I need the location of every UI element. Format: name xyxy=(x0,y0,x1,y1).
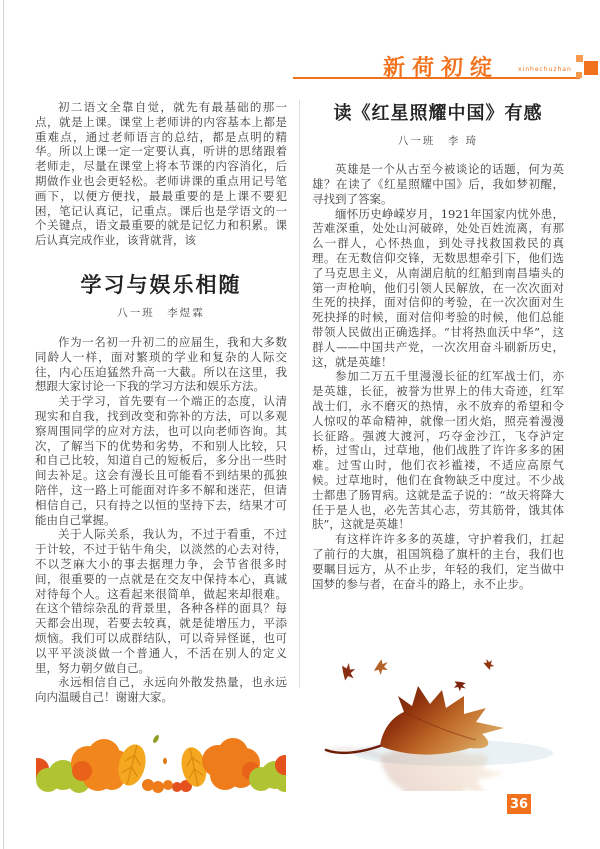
right-column xyxy=(312,93,564,591)
masthead-title: 新荷初绽 xyxy=(383,56,500,81)
body-paragraph: 英雄是一个从古至今被谈论的话题，何为英雄？在读了《红星照耀中国》后，我如梦初醒，寻找到了答案。 xyxy=(312,162,564,206)
page-number-badge: 36 xyxy=(507,794,531,814)
body-paragraph: 有这样许许多多的英雄，守护着我们，扛起了前行的大旗，祖国筑稳了旗杆的主台，我们也要瞩目远方，从不止步，年轻的我们，定当做中国梦的参与者，在奋斗的路上，永不止步。 xyxy=(312,532,564,591)
pixel-logo-square xyxy=(584,61,598,75)
autumn-bushes-svg xyxy=(36,725,286,793)
body-paragraph: 关于人际关系，我认为，不过于看重，不过于计较，不过于钻牛角尖，以淡然的心去对待，不以芝麻大小的事去据理力争，会节省很多时间，很重要的一点就是在交友中保持本心，真诚对待每个人。这看起来很简单，做起来却很难。在这个错综杂乱的背景里，各种各样的面具？每天都会出现，若要去较真，就是徒增压力，平添烦恼。我们可以成群结队，可以奇异怪诞，也可以平平淡淡做一个普通人，不活在别人的定义里，努力朝夕做自己。 xyxy=(35,527,287,675)
article-byline: 八一班 李 琦 xyxy=(397,134,479,147)
pixel-logo-square xyxy=(576,55,583,62)
article-title-red-star: 读《红星照耀中国》有感 xyxy=(333,103,543,124)
pixel-logo-icon xyxy=(575,55,600,79)
page-edge-line xyxy=(3,0,4,849)
article-title-learning: 学习与娱乐相随 xyxy=(80,271,242,297)
article-byline: 八一班 李煜霖 xyxy=(117,307,205,320)
body-paragraph: 永远相信自己，永远向外散发热量，也永远向内温暖自己！谢谢大家。 xyxy=(35,675,287,705)
masthead-subtitle: xinhechuzhan xyxy=(518,66,572,73)
maple-leaf-illustration xyxy=(318,656,578,795)
left-column xyxy=(35,100,287,797)
maple-leaf-svg xyxy=(318,656,578,791)
body-paragraph: 参加二万五千里漫漫长征的红军战士们，亦是英雄，长征，被誉为世界上的伟大奇迹，红军战士们，永不磨灭的热情，永不放弃的希望和令人惊叹的革命精神，就像一团火焰，照亮着漫漫长征路。强渡大渡河，巧夺金沙江，飞夺泸定桥，过雪山，过草地，他们战胜了许许多多的困难。过雪山时，他们衣衫褴褛，不适应高原气候。过草地时，他们在食物缺乏中度过。不少战士都患了肠胃病。这就是孟子说的：“故天将降大任于是人也，必先苦其心志，劳其筋骨，饿其体肤”，这就是英雄！ xyxy=(312,369,564,532)
column-divider xyxy=(299,100,300,688)
autumn-bushes-illustration xyxy=(35,725,287,797)
pixel-logo-square xyxy=(576,72,582,78)
body-paragraph: 关于学习，首先要有一个端正的态度，认清现实和自我，找到改变和弥补的方法，可以多观察周围同学的应对方法，也可以向老师咨询。其次，了解当下的优势和劣势，不和别人比较，只和自己比较，知道自己的短板后，多分出一些时间去补足。这会有漫长且可能看不到结果的孤独陪伴，这一路上可能面对许多不解和迷茫，但请相信自己，只有持之以恒的坚持下去，结果才可能由自己掌握。 xyxy=(35,394,287,527)
body-paragraph: 缅怀历史峥嵘岁月，1921年国家内忧外患，苦难深重，处处山河破碎，处处百姓流离，有那么一群人，心怀热血，到处寻找救国救民的真理。在无数信仰交锋，无数思想牵引下，他们选了马克思主义，从南湖启航的红船到南昌墙头的第一声枪响，他们引领人民解放，在一次次面对生死的抉择，面对信仰的考验，在一次次面对生死抉择的时候，面对信仰考验的时候，他们总能带领人民做出正确选择。“甘将热血沃中华”，这群人——中国共产党，一次次用奋斗刷新历史，这，就是英雄！ xyxy=(312,206,564,369)
body-paragraph: 作为一名初一升初二的应届生，我和大多数同龄人一样，面对繁琐的学业和复杂的人际交往，内心压迫猛然升高一大截。所以在这里，我想跟大家讨论一下我的学习方法和娱乐方法。 xyxy=(35,335,287,394)
continuation-paragraph: 初二语文全靠自觉，就先有最基础的那一点，就是上课。课堂上老师讲的内容基本上都是重难点，通过老师语言的总结，都是点明的精华。所以上课一定一定要认真，听讲的思绪跟着老师走，尽量在课堂上将本节课的内容消化，后期做作业也会更轻松。老师讲课的重点用记号笔画下，以便方便找，最最重要的是上课不要犯困，笔记认真记，记重点。课后也是学语文的一个关键点，语文最重要的就是记忆力和积累。课后认真完成作业，该背就背，该 xyxy=(35,100,287,248)
